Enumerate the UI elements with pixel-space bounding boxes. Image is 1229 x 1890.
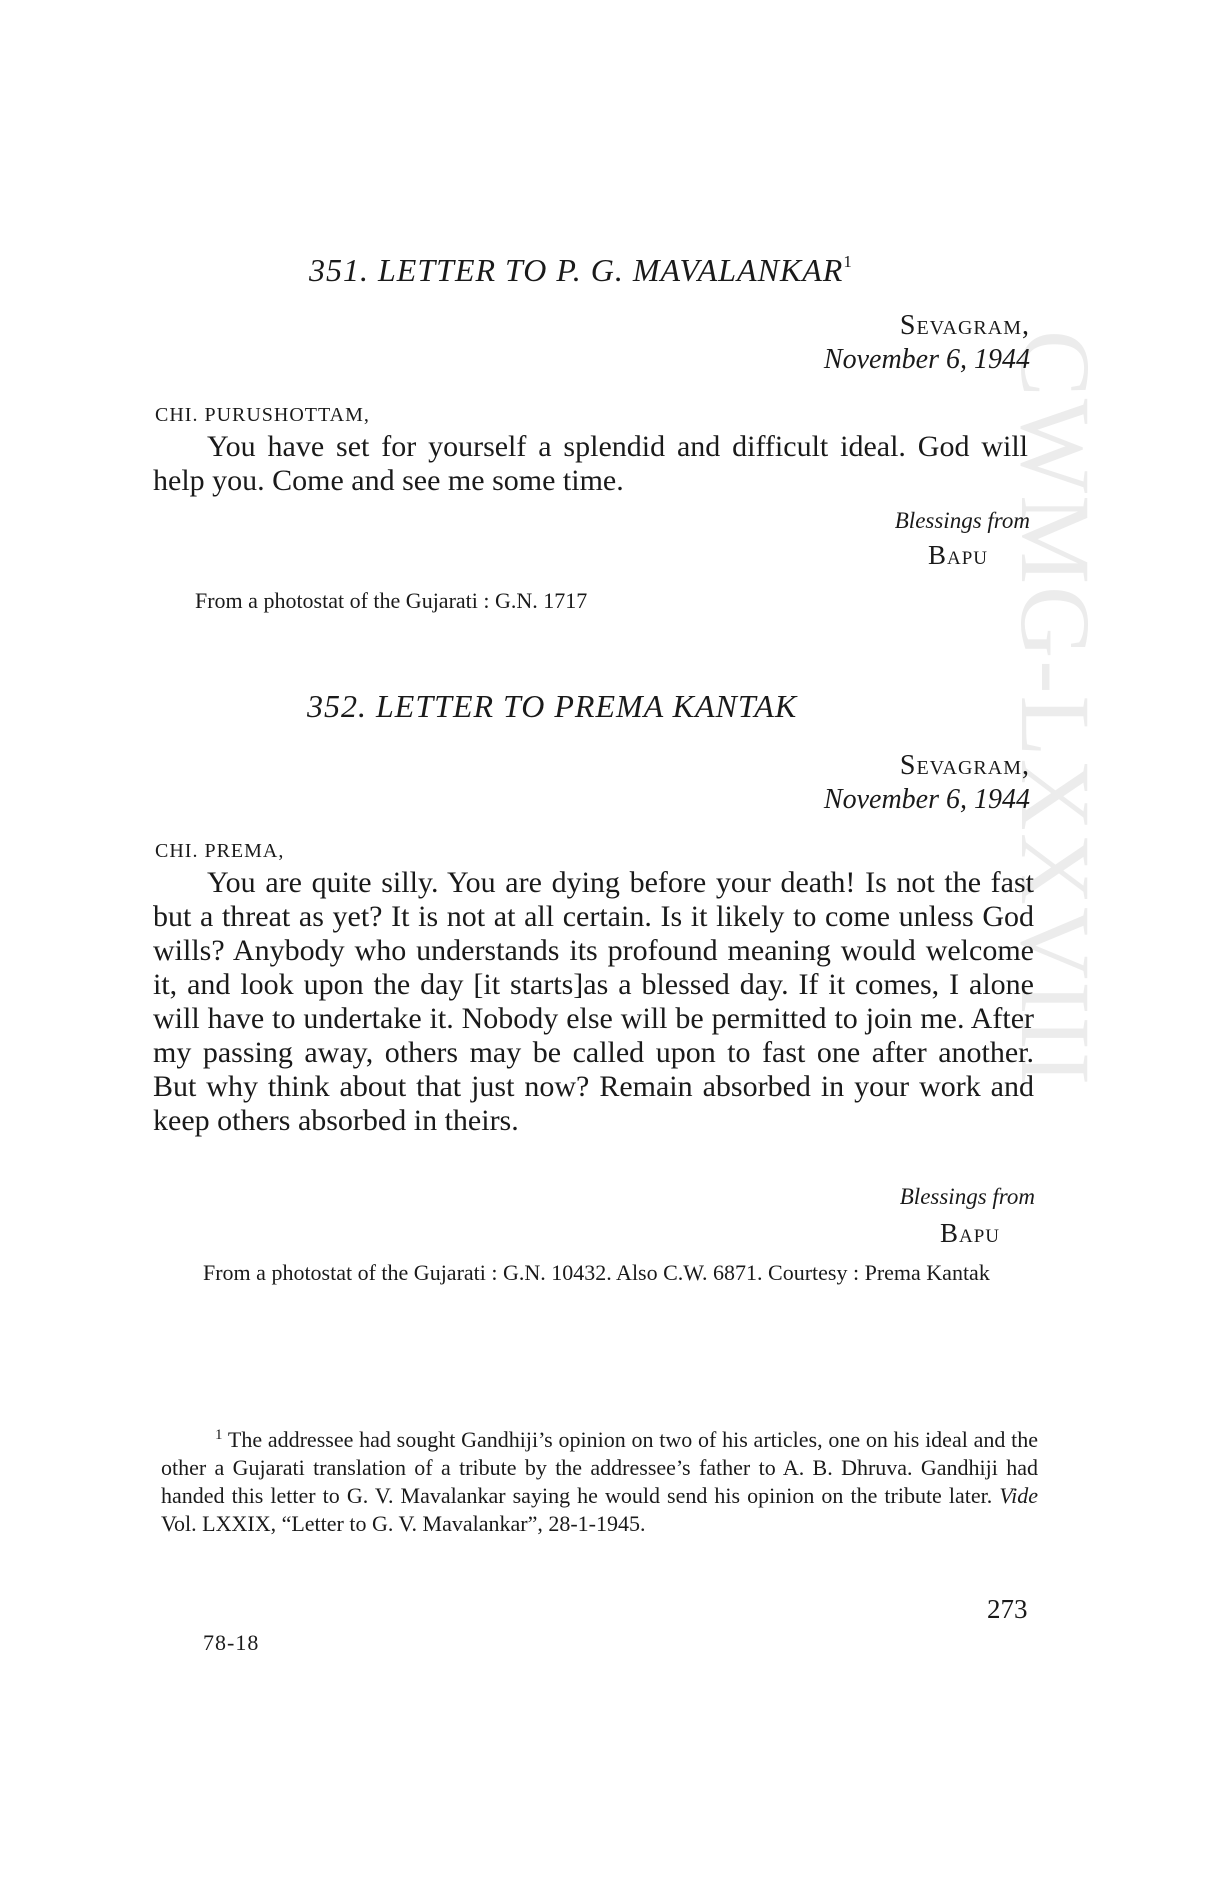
letter-351-date: November 6, 1944 bbox=[823, 344, 1030, 375]
letter-351-closing: Blessings from bbox=[894, 508, 1030, 533]
letter-number: 352. bbox=[307, 688, 367, 724]
letter-351-salutation: CHI. PURUSHOTTAM, bbox=[155, 404, 370, 426]
footnote-marker: 1 bbox=[215, 1427, 223, 1443]
printer-signature-mark: 78-18 bbox=[203, 1630, 260, 1655]
footnote-ref: 1 bbox=[843, 252, 853, 271]
footnote-text: The addressee had sought Gandhiji’s opinion on two of his articles, one on his ideal and the other a Gujarati translation of a tribute by the addressee’s father to A. B. Dhruva. Gandhiji had handed this letter to G. V. Mavalankar saying he would send his opinion on the tribute later. bbox=[161, 1427, 1038, 1508]
watermark: CWMG-LXXVIII bbox=[1000, 330, 1111, 1088]
letter-352-heading bbox=[307, 688, 797, 725]
letter-351-heading bbox=[309, 252, 853, 289]
letter-title: LETTER TO PREMA KANTAK bbox=[376, 688, 798, 724]
letter-352-closing: Blessings from bbox=[899, 1184, 1035, 1209]
footnote-text-end: Vol. LXXIX, “Letter to G. V. Mavalankar”, 28-1-1945. bbox=[161, 1511, 646, 1536]
page-number: 273 bbox=[987, 1594, 1028, 1624]
letter-352-signature: Bapu bbox=[939, 1218, 1000, 1248]
letter-352-place: Sevagram, bbox=[899, 750, 1030, 781]
footnote bbox=[161, 1421, 1038, 1538]
letter-352-salutation: CHI. PREMA, bbox=[155, 840, 285, 862]
letter-352-source: From a photostat of the Gujarati : G.N. 10432. Also C.W. 6871. Courtesy : Prema Kantak bbox=[203, 1260, 990, 1285]
letter-351-place: Sevagram, bbox=[899, 310, 1030, 341]
letter-number: 351. bbox=[309, 252, 369, 288]
letter-352-date: November 6, 1944 bbox=[823, 784, 1030, 815]
letter-351-source: From a photostat of the Gujarati : G.N. 1717 bbox=[195, 588, 588, 613]
letter-351-signature: Bapu bbox=[927, 540, 988, 570]
letter-351-body: You have set for yourself a splendid and difficult ideal. God will help you. Come and see me some time. bbox=[153, 430, 1028, 497]
letter-title: LETTER TO P. G. MAVALANKAR bbox=[378, 252, 844, 288]
letter-352-body: You are quite silly. You are dying before your death! Is not the fast but a threat as yet? It is not at all certain. Is it likely to come unless God wills? Anybody who understands its profound meaning would welcome it, and look upon the day [it starts]as a blessed day. If it comes, I alone will have to undertake it. Nobody else will be permitted to join me. After my passing away, others may be called upon to fast one after another. But why think about that just now? Remain absorbed in your work and keep others absorbed in theirs. bbox=[153, 866, 1034, 1137]
footnote-vide: Vide bbox=[999, 1483, 1038, 1508]
